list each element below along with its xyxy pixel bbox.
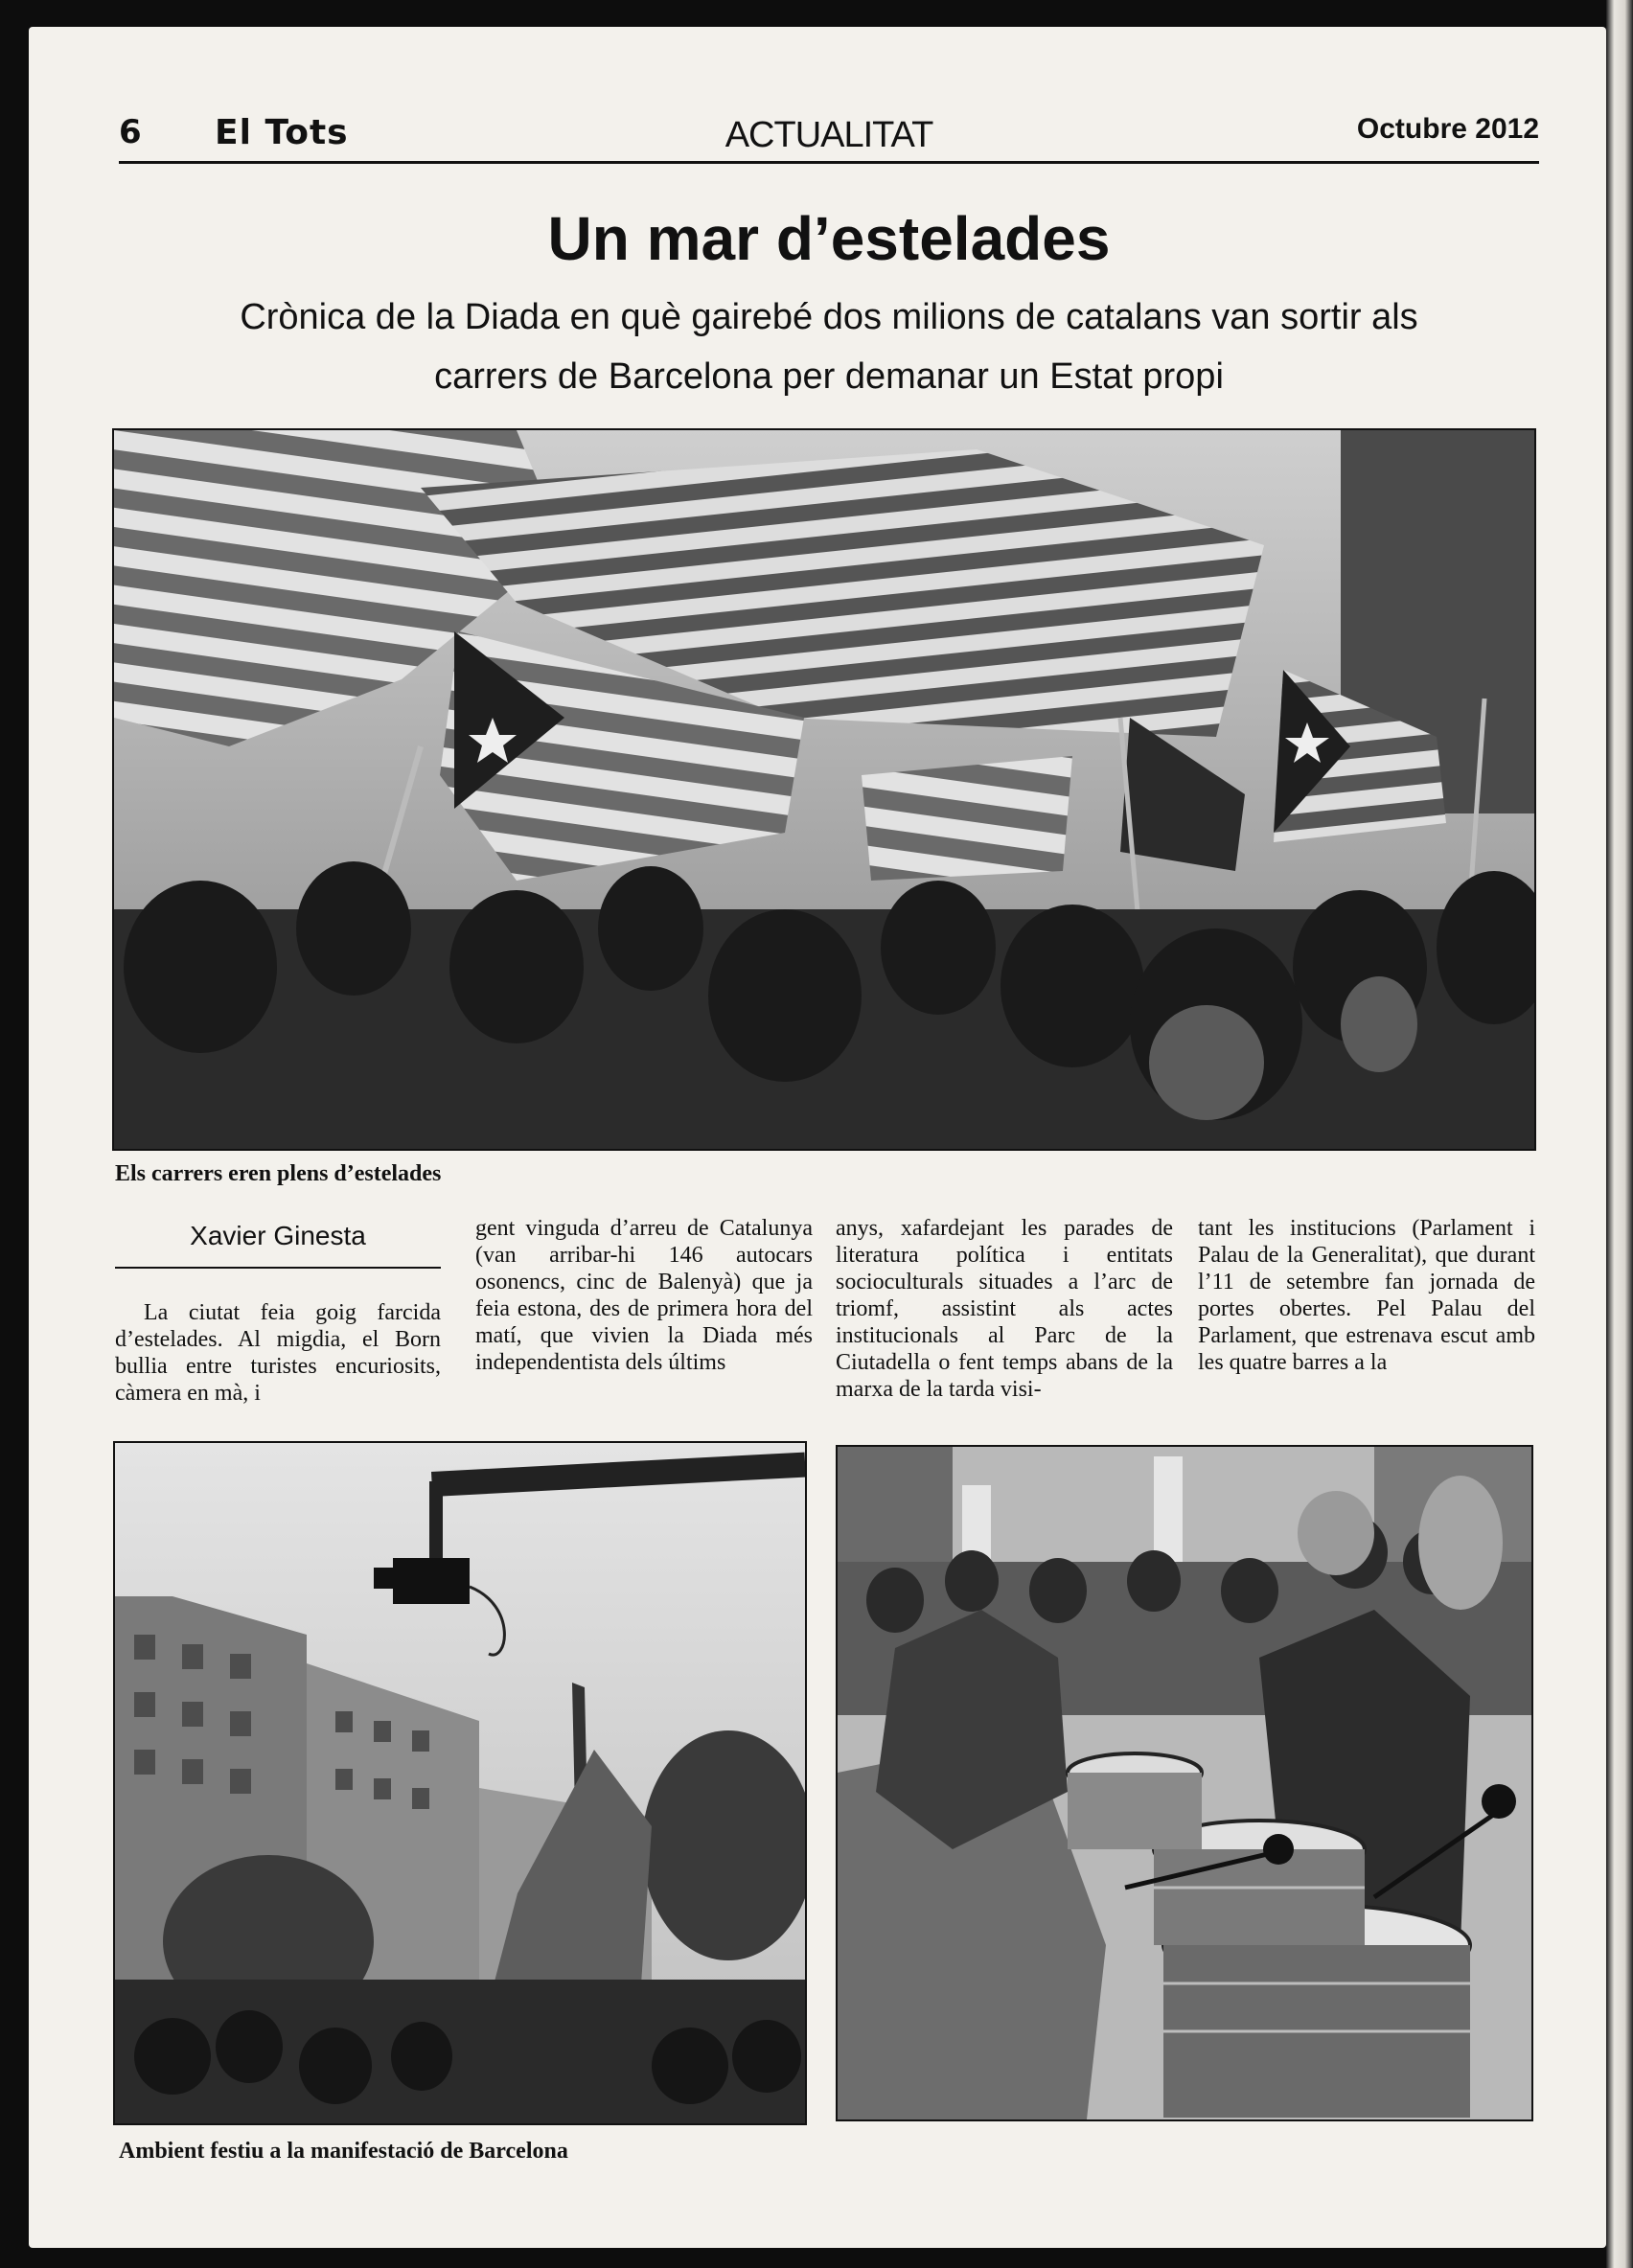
page-header bbox=[119, 107, 1539, 164]
left-photo bbox=[113, 1441, 807, 2125]
publication-name: El Tots bbox=[215, 113, 349, 152]
drummers-image bbox=[838, 1447, 1531, 2119]
article-deck bbox=[182, 287, 1476, 406]
deck-line: carrers de Barcelona per demanar un Estat propi bbox=[434, 356, 1224, 397]
deck-line: Crònica de la Diada en què gairebé dos milions de catalans van sortir als bbox=[240, 297, 1418, 337]
article-column bbox=[1198, 1215, 1535, 1376]
section-title: ACTUALITAT bbox=[724, 115, 933, 155]
main-photo bbox=[112, 428, 1536, 1151]
left-photo-caption: Ambient festiu a la manifestació de Barcelona bbox=[119, 2139, 568, 2164]
flags-crowd-image bbox=[114, 430, 1534, 1149]
column-text: tant les institucions (Parlament i Palau de la Generalitat), que durant l’11 de setembre fan jornada de portes obertes. Pel Palau del Parlament, que estrenava escut amb les quatre barres a la bbox=[1198, 1216, 1535, 1375]
page-number: 6 bbox=[119, 113, 142, 151]
crane-street-image bbox=[115, 1443, 805, 2123]
column-text: gent vinguda d’arreu de Catalunya (van arribar-hi 146 autocars osonencs, cinc de Balenyà) que ja feia estona, des de primera hora del matí, que vivien la Diada més independentista dels últims bbox=[475, 1216, 813, 1375]
main-photo-caption: Els carrers eren plens d’estelades bbox=[115, 1161, 442, 1186]
byline: Xavier Ginesta bbox=[115, 1221, 441, 1269]
right-photo bbox=[836, 1445, 1533, 2121]
column-text: La ciutat feia goig farcida d’estelades. Al migdia, el Born bullia entre turistes encuriosits, càmera en mà, i bbox=[115, 1300, 441, 1406]
article-column bbox=[836, 1215, 1173, 1403]
next-page-edge bbox=[1606, 0, 1633, 2268]
issue-date: Octubre 2012 bbox=[1356, 113, 1539, 145]
article-column bbox=[475, 1215, 813, 1376]
column-text: anys, xafardejant les parades de literatura política i entitats socioculturals situades a l’arc de triomf, assistint als actes institucionals al Parc de la Ciutadella o fent temps abans de la marxa de la tarda visi- bbox=[836, 1216, 1173, 1402]
article-column bbox=[115, 1299, 441, 1407]
article-headline: Un mar d’estelades bbox=[547, 204, 1111, 273]
